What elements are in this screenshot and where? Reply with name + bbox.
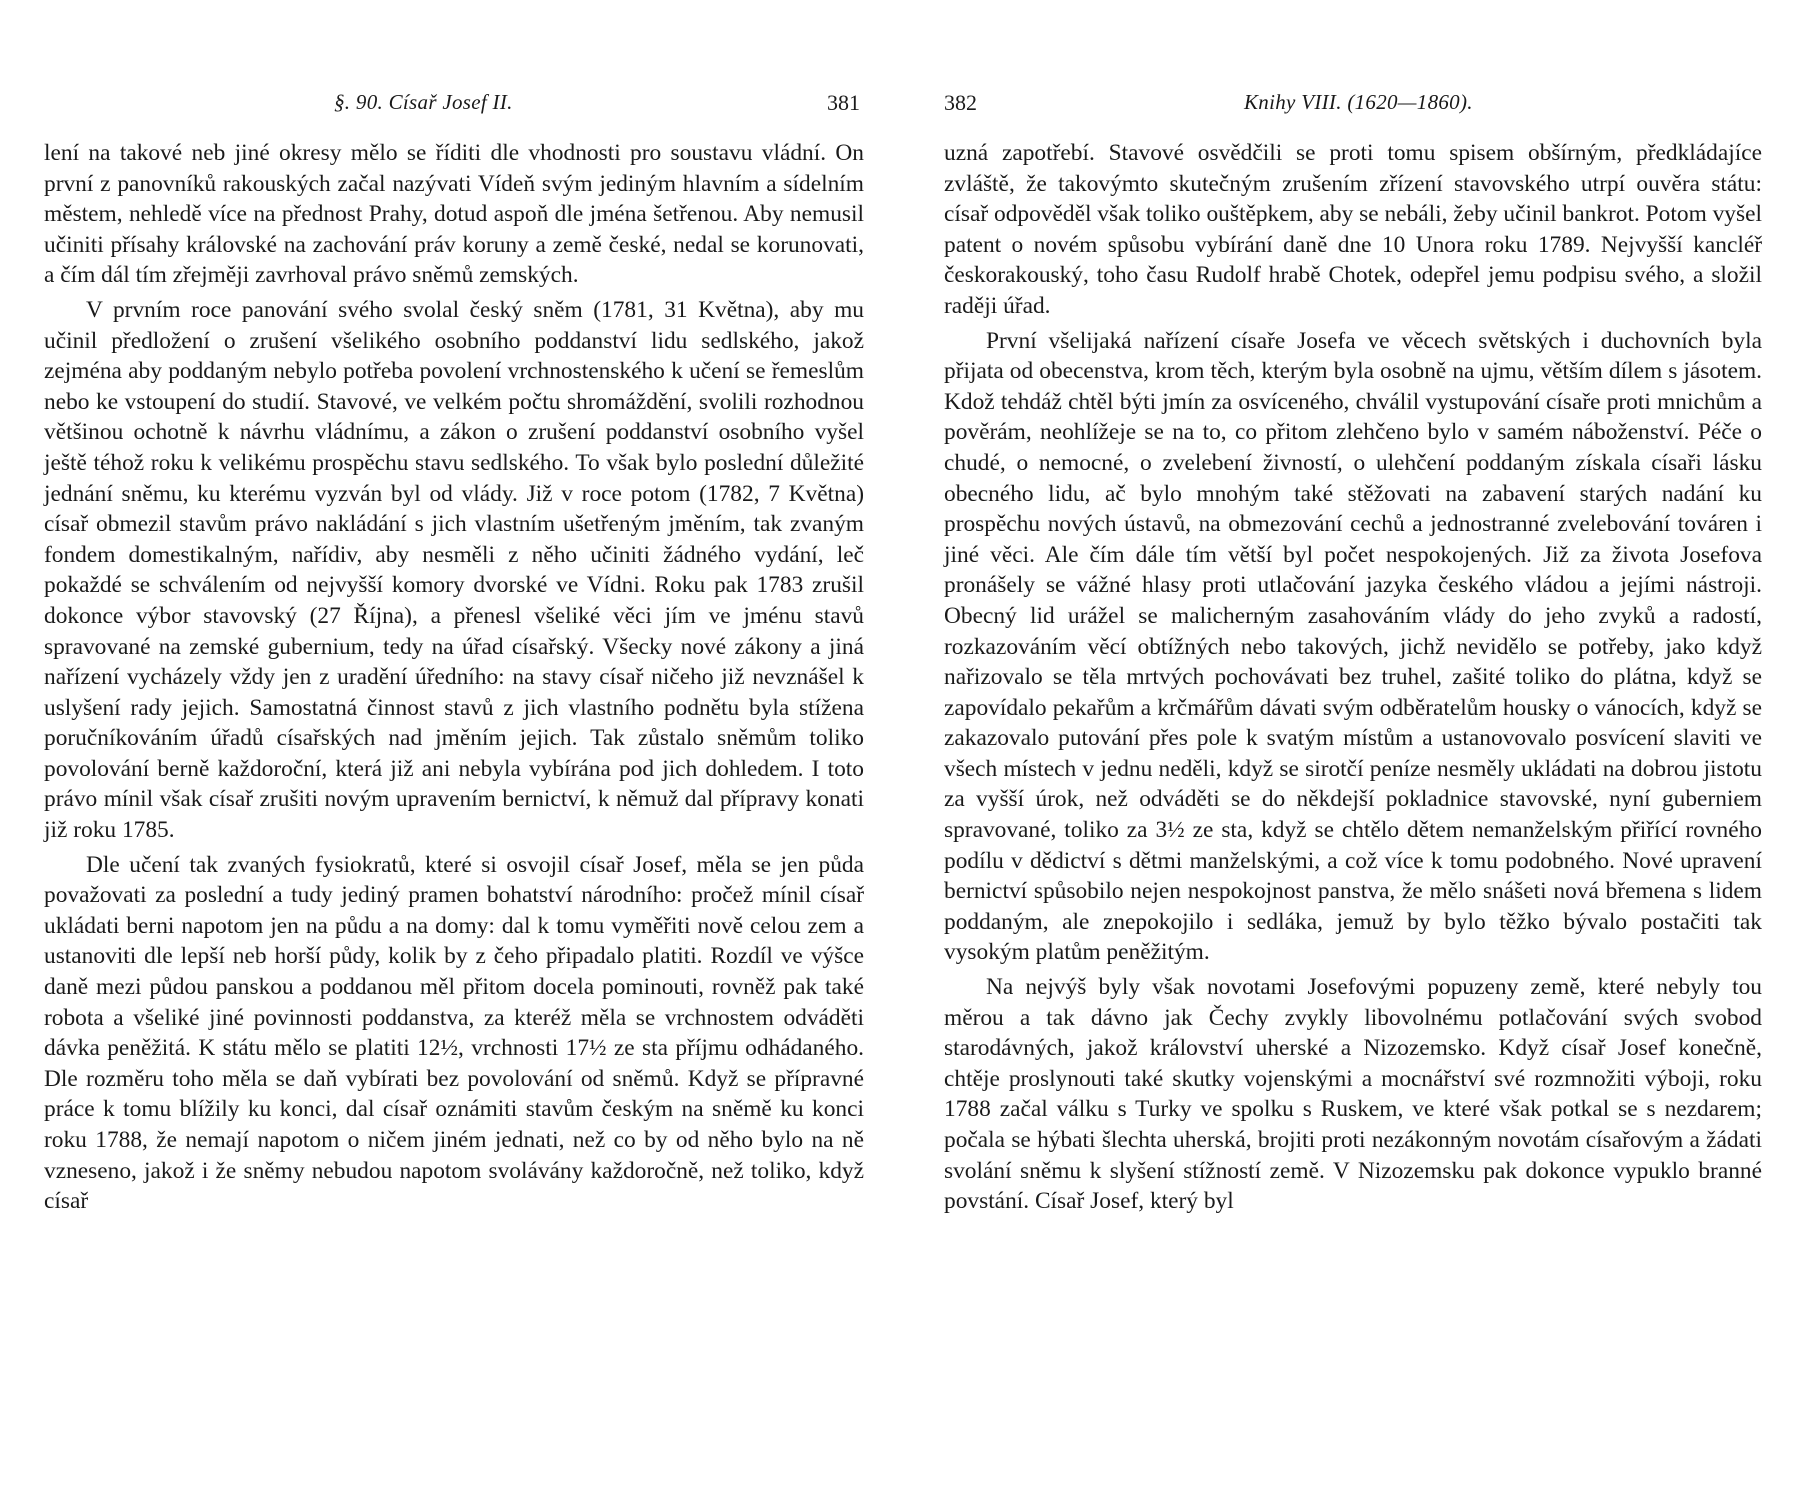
paragraph: Na nejvýš byly však novotami Josefovými popuzeny země, které nebyly tou měrou a tak dávno jak Čechy zvykly libovolnému potlačování svých svobod starodávných, jakož království uherské a Nizozemsko. Když císař Josef konečně, chtěje proslynouti také skutky vojenskými a mocnářství své rozmnožiti výboji, roku 1788 začal válku s Turky ve spolku s Ruskem, ve které však potkal se s nezdarem; počala se hýbati šlechta uherská, brojiti proti nezákonným novotám císařovým a žádati svolání sněmu k slyšení stížností země. V Nizozemsku pak dokonce vypuklo branné povstání. Císař Josef, který byl [944, 974, 1762, 1215]
left-page [44, 0, 864, 1500]
left-running-title: §. 90. Císař Josef II. [334, 90, 513, 114]
left-page-header [44, 84, 864, 124]
right-page-number: 382 [944, 90, 977, 115]
right-page [944, 0, 1762, 1500]
right-page-header [944, 84, 1762, 124]
left-page-number: 381 [827, 90, 860, 115]
paragraph: lení na takové neb jiné okresy mělo se říditi dle vhodnosti pro soustavu vládní. On první z panovníků rakouských začal nazývati Vídeň svým jediným hlavním a sídelním městem, nehledě více na přednost Prahy, dotud aspoň dle jména šetřenou. Aby nemusil učiniti přísahy královské na zachování práv koruny a země české, nedal se korunovati, a čím dál tím zřejměji zavrhoval právo sněmů zemských. [44, 140, 864, 289]
paragraph: První všelijaká nařízení císaře Josefa ve věcech světských i duchovních byla přijata od obecenstva, krom těch, kterým byla osobně na ujmu, větším dílem s jásotem. Kdož tehdáž chtěl býti jmín za osvíceného, chválil vystupování císaře proti mnichům a pověrám, neohlížeje se na to, co přitom zlehčeno bylo v samém náboženství. Péče o chudé, o nemocné, o zvelebení živností, o ulehčení poddaným získala císaři lásku obecného lidu, ač bylo mnohým také stěžovati na zabavení starých nadání ku prospěchu nových ústavů, na obmezování cechů a jednostranné zvelebování továren i jiné věci. Ale čím dále tím větší byl počet nespokojených. Již za života Josefova pronášely se vážné hlasy proti utlačování jazyka českého vládou a jejími nástroji. Obecný lid urážel se malicherným zasahováním vlády do jeho zvyků a radostí, rozkazováním věcí obtížných nebo takových, jichž nevidělo se potřeby, jako když nařizovalo se těla mrtvých pochovávati bez truhel, zašité toliko do plátna, když se zapovídalo pekařům a krčmářům dávati svým odběratelům housky o vánocích, když se zakazovalo putování přes pole k svatým místům a ustanovovalo posvícení slaviti ve všech místech v jednu neděli, když se sirotčí peníze nesměly ukládati na dobrou jistotu za vyšší úrok, než odváděti se do někdejší pokladnice stavovské, nyní guberniem spravované, toliko za 3½ ze sta, když se chtělo dětem nemanželským přiřící rovného podílu v dědictví s dětmi manželskými, a což více k tomu podobného. Nové upravení bernictví spůsobilo nejen nespokojnost panstva, že mělo snášeti nová břemena s lidem poddaným, ale znepokojilo i sedláka, jemuž by bylo těžko bývalo postačiti tak vysokým platům peněžitým. [944, 327, 1762, 966]
right-page-body [944, 138, 1762, 1217]
paragraph: uzná zapotřebí. Stavové osvědčili se proti tomu spisem obšírným, předkládajíce zvláště, že takovýmto skutečným zrušením zřízení stavovského utrpí ouvěra státu: císař odpověděl však toliko ouštěpkem, aby se nebáli, žeby učinil bankrot. Potom vyšel patent o novém spůsobu vybírání daně dne 10 Unora roku 1789. Nejvyšší kancléř českorakouský, toho času Rudolf hrabě Chotek, odepřel jemu podpisu svého, a složil raději úřad. [944, 140, 1762, 319]
right-running-title: Knihy VIII. (1620—1860). [1244, 90, 1473, 114]
paragraph: Dle učení tak zvaných fysiokratů, které si osvojil císař Josef, měla se jen půda považovati za poslední a tudy jediný pramen bohatství národního: pročež mínil císař ukládati berni napotom jen na půdu a na domy: dal k tomu vyměřiti nově celou zem a ustanoviti dle lepší neb horší půdy, kolik by z čeho připadalo platiti. Rozdíl ve výšce daně mezi půdou panskou a poddanou měl přitom docela pominouti, rovněž pak také robota a všeliké jiné povinnosti poddanstva, za kteréž měla se vrchnostem odváděti dávka peněžitá. K státu mělo se platiti 12½, vrchnosti 17½ ze sta příjmu odhádaného. Dle rozměru toho měla se daň vybírati bez povolování od sněmů. Když se přípravné práce k tomu blížily ku konci, dal císař oznámiti stavům českým na sněmě ku konci roku 1788, že nemají napotom o ničem jiném jednati, než co by od něho bylo na ně vzneseno, jakož i že sněmy nebudou napotom svolávány každoročně, než toliko, když císař [44, 851, 864, 1215]
left-page-body [44, 138, 864, 1217]
paragraph: V prvním roce panování svého svolal český sněm (1781, 31 Května), aby mu učinil předložení o zrušení všelikého osobního poddanství lidu sedlského, jakož zejména aby poddaným nebylo potřeba povolení vrchnostenského k učení se řemeslům nebo ke vstoupení do studií. Stavové, ve velkém počtu shromáždění, svolili rozhodnou většinou ochotně k návrhu vládnímu, a zákon o zrušení poddanství osobního vyšel ještě téhož roku k velikému prospěchu stavu sedlského. To však bylo poslední důležité jednání sněmu, ku kterému vyzván byl od vlády. Již v roce potom (1782, 7 Května) císař obmezil stavům právo nakládání s jich vlastním ušetřeným jměním, tak zvaným fondem domestikalným, nařídiv, aby nesměli z něho učiniti žádného vydání, leč pokaždé se schválením od nejvyšší komory dvorské ve Vídni. Roku pak 1783 zrušil dokonce výbor stavovský (27 Října), a přenesl všeliké věci jím ve jménu stavů spravované na zemské gubernium, tedy na úřad císařský. Všecky nové zákony a jiná nařízení vycházely vždy jen z uradění úředního: na stavy císař ničeho již nevznášel k uslyšení rady jejich. Samostatná činnost stavů z jich vlastního podnětu byla stížena poručníkováním úřadů císařských nad jměním jejich. Tak zůstalo sněmům toliko povolování berně každoroční, která již ani nebyla vybírána pod jich dohledem. I toto právo mínil však císař zrušiti novým upravením bernictví, k němuž dal přípravy konati již roku 1785. [44, 296, 864, 844]
